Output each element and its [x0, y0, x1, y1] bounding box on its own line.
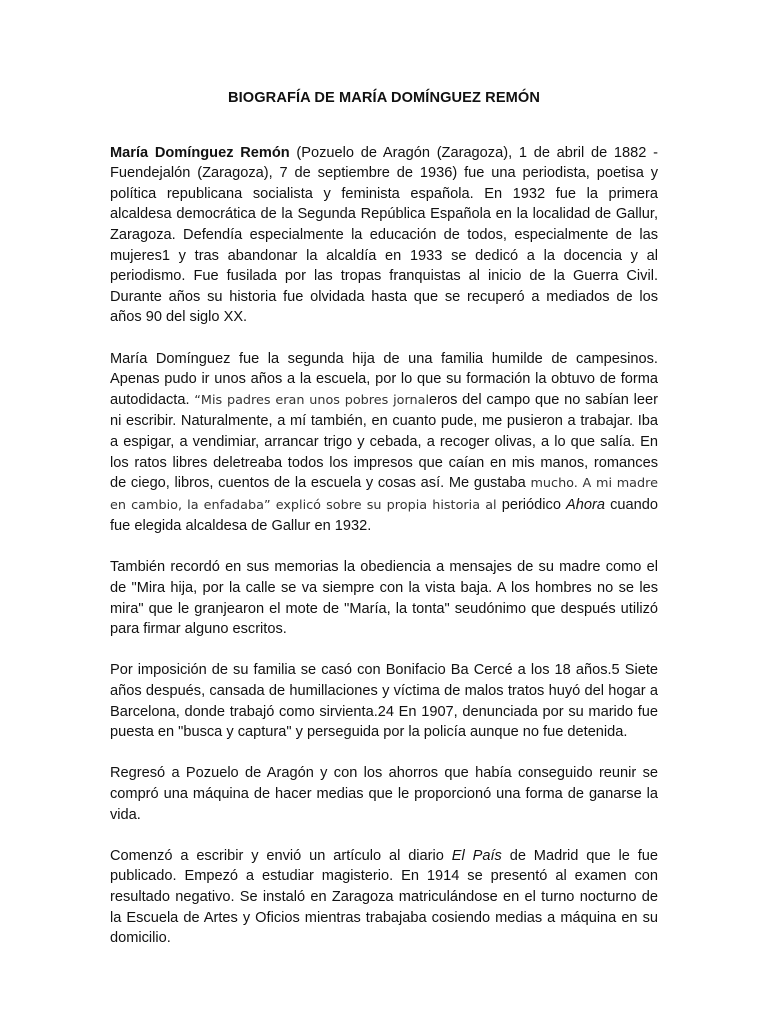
writing-text-a: Comenzó a escribir y envió un artículo al diario — [110, 847, 452, 864]
paragraph-writing — [110, 846, 658, 949]
quote-fragment-1: “Mis padres eran unos pobres jornal — [194, 392, 430, 408]
document-title: BIOGRAFÍA DE MARÍA DOMÍNGUEZ REMÓN — [227, 90, 541, 106]
intro-text: (Pozuelo de Aragón (Zaragoza), 1 de abril de 1882 - Fuendejalón (Zaragoza), 7 de septiembre de 1936) fue una periodista, poetisa y política republicana socialista y feminista española. En 1932 fue la primera alcaldesa democrática de la Segunda República Española en la localidad de Gallur, Zaragoza. Defendía especialmente la educación de todos, especialmente de las mujeres1 y tras abandonar la alcaldía en 1933 se dedicó a la docencia y al periodismo. Fue fusilada por las tropas franquistas al inicio de la Guerra Civil. Durante años su historia fue olvidada hasta que se recuperó a mediados de los años 90 del siglo XX. — [110, 144, 658, 326]
paragraph-intro — [110, 143, 658, 328]
childhood-text-b: eros del campo que no sabían leer ni escribir. Naturalmente, a mí también, en cuanto pude, me pusieron a trabajar. Iba a espigar, a vendimiar, arrancar trigo y cebada, a recoger olivas, a lo que salía. En los ratos libres deletreaba todos los impresos que caían en mis manos, romances de ciego, libros, cuentos de la escuela y cosas así. Me gustaba — [110, 391, 659, 492]
writing-text-b: de Madrid que le fue publicado. Empezó a estudiar magisterio. En 1914 se presentó al examen con resultado negativo. Se instaló en Zaragoza matriculándose en el turno nocturno de la Escuela de Artes y Oficios mientras trabajaba cosiendo medias a máquina en su domicilio. — [110, 847, 659, 947]
childhood-text-a: María Domínguez fue la segunda hija de una familia humilde de campesinos. Apenas pudo ir unos años a la escuela, por lo que su formación la obtuvo de forma autodidacta. — [110, 350, 658, 408]
paragraph-return: Regresó a Pozuelo de Aragón y con los ahorros que había conseguido reunir se compró una máquina de hacer medias que le proporcionó una forma de ganarse la vida. — [110, 765, 658, 823]
subject-name: María Domínguez Remón — [110, 144, 290, 161]
childhood-text-d: cuando fue elegida alcaldesa de Gallur en 1932. — [110, 496, 658, 535]
paragraph-childhood — [110, 349, 658, 537]
newspaper-ahora: Ahora — [566, 496, 605, 513]
childhood-text-c: periódico — [496, 496, 567, 513]
quote-fragment-2: mucho. A mi madre en cambio, la enfadaba” explicó sobre su propia historia al — [110, 476, 658, 513]
document-page — [110, 88, 658, 969]
paragraph-memories: También recordó en sus memorias la obediencia a mensajes de su madre como el de "Mira hija, por la calle se va siempre con la vista baja. A los hombres no se les mira" que le granjearon el mote de "María, la tonta" seudónimo que después utilizó para firmar alguno escritos. — [110, 559, 658, 638]
paragraph-marriage: Por imposición de su familia se casó con Bonifacio Ba Cercé a los 18 años.5 Siete años después, cansada de humillaciones y víctima de malos tratos huyó del hogar a Barcelona, donde trabajó como sirvienta.24 En 1907, denunciada por su marido fue puesta en "busca y captura" y perseguida por la policía aunque no fue detenida. — [110, 662, 658, 741]
newspaper-el-pais: El País — [451, 847, 502, 864]
